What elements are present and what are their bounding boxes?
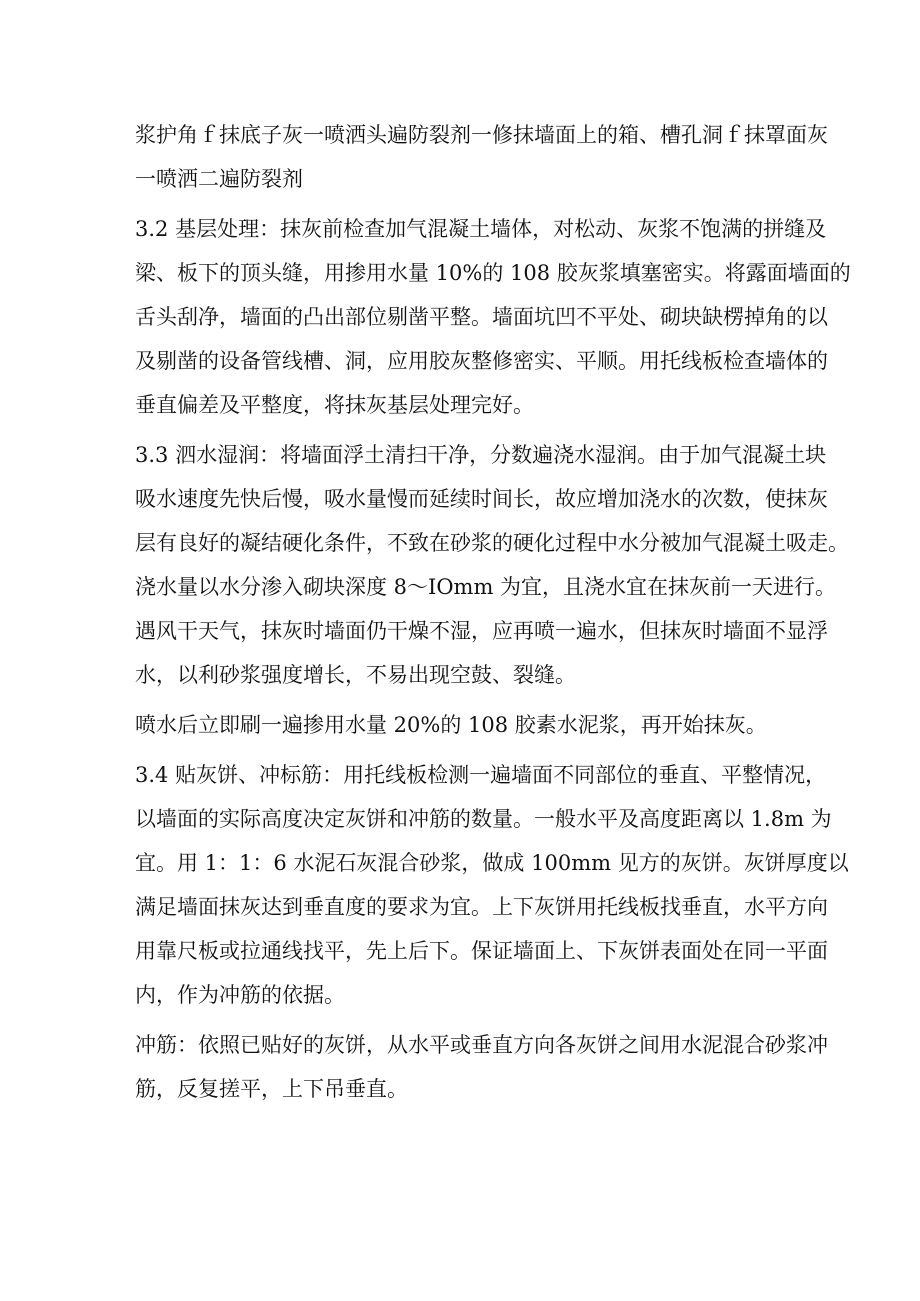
paragraph-spray bbox=[135, 703, 795, 747]
text-line: 满足墙面抹灰达到垂直度的要求为宜。上下灰饼用托线板找垂直，水平方向 bbox=[135, 895, 828, 919]
paragraph-chongjin bbox=[135, 1023, 828, 1111]
text-line: 及剔凿的设备管线槽、洞，应用胶灰整修密实、平顺。用托线板检查墙体的 bbox=[135, 349, 828, 373]
text-line: 吸水速度先快后慢，吸水量慢而延续时间长，故应增加浇水的次数，使抹灰 bbox=[135, 487, 828, 511]
text-line: 冲筋：依照已贴好的灰饼，从水平或垂直方向各灰饼之间用水泥混合砂浆冲 bbox=[135, 1033, 828, 1057]
text-line: 以墙面的实际高度决定灰饼和冲筋的数量。一般水平及高度距离以 1.8m 为 bbox=[135, 807, 832, 831]
paragraph-3-2 bbox=[135, 207, 851, 427]
text-line: 内，作为冲筋的依据。 bbox=[135, 983, 345, 1007]
text-line: 水，以利砂浆强度增长，不易出现空鼓、裂缝。 bbox=[135, 663, 576, 687]
text-line: 梁、板下的顶头缝，用掺用水量 10%的 108 胶灰浆填塞密实。将露面墙面的 bbox=[135, 261, 851, 285]
text-line: 3.2 基层处理：抹灰前检查加气混凝土墙体，对松动、灰浆不饱满的拼缝及 bbox=[135, 217, 827, 241]
text-line: 一喷洒二遍防裂剂 bbox=[135, 167, 303, 191]
text-line: 浇水量以水分渗入砌块深度 8～IOmm 为宜，且浇水宜在抹灰前一天进行。 bbox=[135, 575, 837, 599]
paragraph-3-3 bbox=[135, 433, 849, 697]
paragraph-3-4 bbox=[135, 753, 849, 1017]
text-line: 浆护角ｆ抹底子灰一喷洒头遍防裂剂一修抹墙面上的箱、槽孔洞ｆ抹罩面灰 bbox=[135, 123, 828, 147]
text-line: 3.4 贴灰饼、冲标筋：用托线板检测一遍墙面不同部位的垂直、平整情况， bbox=[135, 763, 827, 787]
text-line: 舌头刮净，墙面的凸出部位剔凿平整。墙面坑凹不平处、砌块缺楞掉角的以 bbox=[135, 305, 828, 329]
text-line: 用靠尺板或拉通线找平，先上后下。保证墙面上、下灰饼表面处在同一平面 bbox=[135, 939, 828, 963]
text-line: 宜。用 1：1：6 水泥石灰混合砂浆，做成 100mm 见方的灰饼。灰饼厚度以 bbox=[135, 851, 849, 875]
paragraph bbox=[135, 113, 828, 201]
text-line: 遇风干天气，抹灰时墙面仍干燥不湿，应再喷一遍水，但抹灰时墙面不显浮 bbox=[135, 619, 828, 643]
text-line: 垂直偏差及平整度，将抹灰基层处理完好。 bbox=[135, 393, 534, 417]
document-body bbox=[135, 113, 851, 1111]
text-line: 3.3 泗水湿润：将墙面浮土清扫干净，分数遍浇水湿润。由于加气混凝土块 bbox=[135, 443, 827, 467]
text-line: 喷水后立即刷一遍掺用水量 20%的 108 胶素水泥浆，再开始抹灰。 bbox=[135, 713, 767, 737]
text-line: 层有良好的凝结硬化条件，不致在砂浆的硬化过程中水分被加气混凝土吸走。 bbox=[135, 531, 849, 555]
text-line: 筋，反复搓平，上下吊垂直。 bbox=[135, 1077, 408, 1101]
